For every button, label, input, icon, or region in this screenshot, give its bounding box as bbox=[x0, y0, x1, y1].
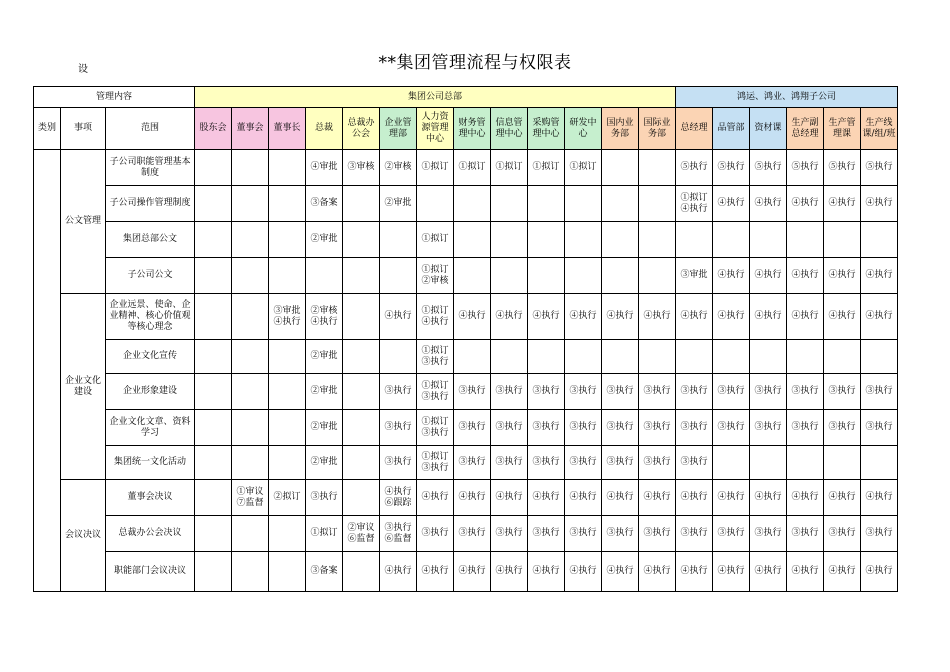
hq-group-header: 集团公司总部 bbox=[195, 87, 676, 108]
authority-cell bbox=[565, 258, 602, 294]
authority-cell: ④执行 bbox=[491, 294, 528, 340]
authority-cell bbox=[602, 150, 639, 186]
authority-cell bbox=[232, 410, 269, 446]
authority-cell: ④执行 bbox=[750, 186, 787, 222]
authority-cell bbox=[380, 340, 417, 374]
table-row bbox=[34, 186, 898, 222]
authority-cell: ④执行 bbox=[565, 552, 602, 592]
scope-cell: 企业形象建设 bbox=[106, 374, 195, 410]
authority-cell: ⑤执行 bbox=[787, 150, 824, 186]
authority-cell: ③执行 bbox=[750, 410, 787, 446]
scope-cell: 企业文化宣传 bbox=[106, 340, 195, 374]
authority-cell: ④执行 bbox=[565, 294, 602, 340]
scope-cell: 集团统一文化活动 bbox=[106, 446, 195, 480]
authority-cell bbox=[528, 258, 565, 294]
authority-cell: ③执行 bbox=[491, 446, 528, 480]
authority-cell bbox=[343, 552, 380, 592]
authority-cell: ③执行 bbox=[380, 410, 417, 446]
authority-cell bbox=[750, 446, 787, 480]
authority-cell: ⑤执行 bbox=[676, 150, 713, 186]
authority-cell: ①拟订 bbox=[417, 150, 454, 186]
authority-cell: ④执行 bbox=[380, 552, 417, 592]
authority-cell bbox=[750, 222, 787, 258]
category-cell bbox=[34, 150, 61, 592]
authority-cell: ④执行 bbox=[713, 186, 750, 222]
authority-cell: ④执行 bbox=[787, 258, 824, 294]
authority-cell: ④执行 bbox=[454, 480, 491, 516]
authority-cell: ④执行 bbox=[639, 294, 676, 340]
authority-cell bbox=[195, 446, 232, 480]
authority-cell: ⑤执行 bbox=[713, 150, 750, 186]
item-cell: 公文管理 bbox=[61, 150, 106, 294]
authority-cell: ③执行 bbox=[454, 374, 491, 410]
authority-cell: ③执行 bbox=[639, 410, 676, 446]
authority-cell bbox=[639, 222, 676, 258]
authority-cell: ①拟订 bbox=[565, 150, 602, 186]
authority-cell: ③执行 bbox=[676, 446, 713, 480]
authority-cell bbox=[232, 258, 269, 294]
scope-cell: 职能部门会议决议 bbox=[106, 552, 195, 592]
authority-cell: ⑤执行 bbox=[750, 150, 787, 186]
authority-cell: ①拟订 ③执行 bbox=[417, 340, 454, 374]
authority-cell: ③执行 bbox=[491, 516, 528, 552]
authority-cell bbox=[232, 340, 269, 374]
authority-cell bbox=[639, 258, 676, 294]
authority-cell: ①审议 ⑦监督 bbox=[232, 480, 269, 516]
authority-cell bbox=[269, 446, 306, 480]
authority-cell: ②审批 bbox=[306, 410, 343, 446]
authority-cell: ④执行 bbox=[417, 480, 454, 516]
authority-cell: ③执行 bbox=[676, 374, 713, 410]
authority-cell: ③执行 bbox=[602, 374, 639, 410]
authority-cell: ③执行 bbox=[565, 446, 602, 480]
authority-cell bbox=[713, 340, 750, 374]
table-row bbox=[34, 374, 898, 410]
authority-cell: ③执行 bbox=[528, 374, 565, 410]
authority-cell: ④审批 bbox=[306, 150, 343, 186]
scope-cell: 集团总部公文 bbox=[106, 222, 195, 258]
authority-cell: ③执行 bbox=[861, 410, 898, 446]
authority-cell bbox=[639, 340, 676, 374]
authority-cell bbox=[528, 340, 565, 374]
authority-cell: ③执行 bbox=[380, 446, 417, 480]
authority-cell: ④执行 bbox=[787, 552, 824, 592]
role-header: 资材课 bbox=[750, 108, 787, 150]
authority-cell: ④执行 bbox=[380, 294, 417, 340]
authority-cell: ④执行 bbox=[491, 480, 528, 516]
authority-cell: ④执行 bbox=[750, 480, 787, 516]
authority-cell bbox=[343, 446, 380, 480]
authority-cell bbox=[195, 340, 232, 374]
authority-cell bbox=[195, 410, 232, 446]
authority-cell bbox=[454, 258, 491, 294]
authority-cell: ④执行 bbox=[417, 552, 454, 592]
role-header: 研发中心 bbox=[565, 108, 602, 150]
authority-cell bbox=[565, 222, 602, 258]
authority-cell bbox=[232, 186, 269, 222]
role-header: 总裁 bbox=[306, 108, 343, 150]
authority-cell bbox=[343, 480, 380, 516]
role-header: 总裁办公会 bbox=[343, 108, 380, 150]
authority-cell: ①拟订 ④执行 bbox=[417, 294, 454, 340]
authority-cell bbox=[528, 222, 565, 258]
authority-cell bbox=[639, 186, 676, 222]
authority-cell: ②审核 ④执行 bbox=[306, 294, 343, 340]
authority-cell: ②审批 bbox=[306, 374, 343, 410]
authority-cell bbox=[195, 186, 232, 222]
authority-cell: ①拟订 ③执行 bbox=[417, 410, 454, 446]
authority-cell: ③执行 bbox=[565, 516, 602, 552]
scope-cell: 子公司公文 bbox=[106, 258, 195, 294]
authority-cell: ③执行 bbox=[787, 410, 824, 446]
scope-cell: 子公司操作管理制度 bbox=[106, 186, 195, 222]
item-cell: 会议决议 bbox=[61, 480, 106, 592]
authority-cell: ③执行 bbox=[676, 516, 713, 552]
authority-cell: ④执行 bbox=[750, 258, 787, 294]
authority-cell: ③执行 bbox=[602, 410, 639, 446]
authority-cell bbox=[232, 150, 269, 186]
authority-cell bbox=[380, 258, 417, 294]
authority-cell bbox=[232, 294, 269, 340]
authority-cell: ③执行 bbox=[824, 374, 861, 410]
authority-cell: ④执行 bbox=[861, 294, 898, 340]
authority-cell: ③执行 ⑥监督 bbox=[380, 516, 417, 552]
authority-cell: ④执行 bbox=[454, 552, 491, 592]
authority-table bbox=[33, 86, 898, 592]
authority-cell: ③审核 bbox=[343, 150, 380, 186]
authority-cell bbox=[676, 340, 713, 374]
authority-cell bbox=[306, 258, 343, 294]
authority-cell bbox=[824, 446, 861, 480]
authority-cell bbox=[787, 222, 824, 258]
authority-cell: ④执行 bbox=[528, 294, 565, 340]
scope-column-header: 范围 bbox=[106, 108, 195, 150]
role-header: 生产管理课 bbox=[824, 108, 861, 150]
authority-cell: ⑤执行 bbox=[824, 150, 861, 186]
authority-cell: ③执行 bbox=[713, 374, 750, 410]
authority-cell bbox=[602, 186, 639, 222]
authority-cell: ③审批 ④执行 bbox=[269, 294, 306, 340]
authority-cell: ④执行 bbox=[676, 480, 713, 516]
authority-cell: ③备案 bbox=[306, 186, 343, 222]
role-header: 董事会 bbox=[232, 108, 269, 150]
authority-cell: ③执行 bbox=[602, 516, 639, 552]
authority-cell bbox=[343, 340, 380, 374]
authority-cell bbox=[343, 222, 380, 258]
authority-cell: ④执行 bbox=[861, 258, 898, 294]
authority-cell: ④执行 bbox=[491, 552, 528, 592]
authority-cell: ①拟订 ④执行 bbox=[676, 186, 713, 222]
table-row bbox=[34, 516, 898, 552]
authority-cell: ③执行 bbox=[639, 516, 676, 552]
authority-cell bbox=[269, 374, 306, 410]
authority-cell: ③执行 bbox=[861, 374, 898, 410]
authority-cell bbox=[232, 222, 269, 258]
authority-cell: ④执行 bbox=[602, 552, 639, 592]
authority-cell: ④执行 bbox=[824, 258, 861, 294]
mgmt-content-header: 管理内容 bbox=[34, 87, 195, 108]
authority-cell bbox=[824, 340, 861, 374]
authority-cell bbox=[454, 222, 491, 258]
authority-cell bbox=[343, 186, 380, 222]
authority-cell bbox=[750, 340, 787, 374]
table-row bbox=[34, 552, 898, 592]
authority-cell: ④执行 bbox=[824, 294, 861, 340]
authority-cell: ③执行 bbox=[713, 516, 750, 552]
table-row bbox=[34, 222, 898, 258]
authority-cell bbox=[380, 222, 417, 258]
authority-cell: ④执行 bbox=[750, 294, 787, 340]
authority-cell: ③执行 bbox=[713, 410, 750, 446]
authority-cell: ④执行 bbox=[787, 186, 824, 222]
authority-cell bbox=[639, 150, 676, 186]
authority-cell: ①拟订 bbox=[528, 150, 565, 186]
authority-cell: ④执行 bbox=[528, 552, 565, 592]
authority-cell: ④执行 bbox=[602, 294, 639, 340]
authority-cell: ③执行 bbox=[528, 516, 565, 552]
table-row bbox=[34, 294, 898, 340]
authority-cell: ②审批 bbox=[306, 222, 343, 258]
authority-cell: ②审核 bbox=[380, 150, 417, 186]
authority-cell: ③备案 bbox=[306, 552, 343, 592]
item-cell: 企业文化建设 bbox=[61, 294, 106, 480]
authority-cell bbox=[195, 150, 232, 186]
role-header: 人力资源管理中心 bbox=[417, 108, 454, 150]
role-header: 国内业务部 bbox=[602, 108, 639, 150]
authority-cell: ③执行 bbox=[491, 374, 528, 410]
authority-cell bbox=[676, 222, 713, 258]
authority-cell bbox=[343, 258, 380, 294]
authority-cell bbox=[454, 340, 491, 374]
authority-cell bbox=[195, 480, 232, 516]
authority-cell bbox=[343, 294, 380, 340]
authority-cell bbox=[528, 186, 565, 222]
authority-cell bbox=[565, 186, 602, 222]
authority-cell bbox=[713, 446, 750, 480]
authority-cell: ②审议 ⑥监督 bbox=[343, 516, 380, 552]
authority-cell: ④执行 bbox=[639, 552, 676, 592]
role-header: 生产线课/组/班 bbox=[861, 108, 898, 150]
authority-cell: ③执行 bbox=[417, 516, 454, 552]
role-header: 采购管理中心 bbox=[528, 108, 565, 150]
table-row bbox=[34, 410, 898, 446]
authority-cell: ③执行 bbox=[824, 516, 861, 552]
authority-cell bbox=[269, 222, 306, 258]
authority-cell: ①拟订 ③执行 bbox=[417, 374, 454, 410]
authority-cell: ③执行 bbox=[454, 446, 491, 480]
authority-cell bbox=[565, 340, 602, 374]
authority-cell: ①拟订 ②审核 bbox=[417, 258, 454, 294]
authority-cell: ③执行 bbox=[676, 410, 713, 446]
authority-cell bbox=[602, 340, 639, 374]
authority-cell: ④执行 bbox=[861, 552, 898, 592]
authority-cell: ①拟订 bbox=[417, 222, 454, 258]
authority-cell: ④执行 bbox=[454, 294, 491, 340]
authority-cell: ③执行 bbox=[380, 374, 417, 410]
corner-label: 设 bbox=[78, 64, 88, 75]
authority-cell: ④执行 bbox=[565, 480, 602, 516]
scope-cell: 企业文化文章、资料学习 bbox=[106, 410, 195, 446]
authority-cell: ③执行 bbox=[565, 410, 602, 446]
authority-cell bbox=[195, 222, 232, 258]
authority-cell: ④执行 bbox=[750, 552, 787, 592]
authority-cell: ②审批 bbox=[306, 340, 343, 374]
authority-cell: ④执行 bbox=[787, 480, 824, 516]
header-row-2 bbox=[34, 108, 898, 150]
authority-cell: ③审批 bbox=[676, 258, 713, 294]
subsidiary-group-header: 鸿运、鸿业、鸿翔子公司 bbox=[676, 87, 898, 108]
authority-cell bbox=[491, 222, 528, 258]
authority-cell: ④执行 bbox=[861, 480, 898, 516]
authority-cell: ④执行 bbox=[824, 480, 861, 516]
authority-cell bbox=[269, 150, 306, 186]
authority-cell bbox=[232, 552, 269, 592]
authority-cell bbox=[491, 340, 528, 374]
authority-cell: ④执行 bbox=[602, 480, 639, 516]
role-header: 信息管理中心 bbox=[491, 108, 528, 150]
role-header: 股东会 bbox=[195, 108, 232, 150]
authority-cell: ③执行 bbox=[639, 374, 676, 410]
authority-cell bbox=[195, 374, 232, 410]
authority-cell: ①拟订 ③执行 bbox=[417, 446, 454, 480]
authority-cell: ④执行 bbox=[824, 186, 861, 222]
authority-cell: ③执行 bbox=[454, 516, 491, 552]
role-header: 品管部 bbox=[713, 108, 750, 150]
item-column-header: 事项 bbox=[61, 108, 106, 150]
authority-cell bbox=[343, 410, 380, 446]
scope-cell: 总裁办公会决议 bbox=[106, 516, 195, 552]
category-column-header: 类别 bbox=[34, 108, 61, 150]
authority-cell: ④执行 bbox=[713, 258, 750, 294]
authority-cell bbox=[269, 552, 306, 592]
authority-cell: ③执行 bbox=[528, 410, 565, 446]
scope-cell: 企业远景、使命、企业精神、核心价值观等核心理念 bbox=[106, 294, 195, 340]
authority-cell bbox=[269, 410, 306, 446]
authority-cell: ③执行 bbox=[787, 516, 824, 552]
authority-cell bbox=[787, 340, 824, 374]
authority-cell: ③执行 bbox=[528, 446, 565, 480]
role-header: 董事长 bbox=[269, 108, 306, 150]
authority-cell: ①拟订 bbox=[454, 150, 491, 186]
authority-cell: ②审批 bbox=[306, 446, 343, 480]
authority-cell: ④执行 bbox=[713, 552, 750, 592]
table-row bbox=[34, 258, 898, 294]
authority-cell bbox=[602, 222, 639, 258]
authority-cell bbox=[787, 446, 824, 480]
authority-cell: ③执行 bbox=[454, 410, 491, 446]
role-header: 国际业务部 bbox=[639, 108, 676, 150]
authority-cell bbox=[195, 552, 232, 592]
scope-cell: 子公司职能管理基本制度 bbox=[106, 150, 195, 186]
authority-cell: ③执行 bbox=[491, 410, 528, 446]
authority-cell: ④执行 bbox=[528, 480, 565, 516]
authority-cell bbox=[861, 340, 898, 374]
authority-cell: ④执行 bbox=[676, 552, 713, 592]
authority-cell: ②拟订 bbox=[269, 480, 306, 516]
role-header: 企业管理部 bbox=[380, 108, 417, 150]
authority-cell bbox=[417, 186, 454, 222]
authority-cell: ③执行 bbox=[824, 410, 861, 446]
authority-cell bbox=[232, 446, 269, 480]
authority-cell bbox=[195, 294, 232, 340]
authority-cell bbox=[232, 374, 269, 410]
scope-cell: 董事会决议 bbox=[106, 480, 195, 516]
authority-cell: ③执行 bbox=[787, 374, 824, 410]
authority-cell bbox=[269, 258, 306, 294]
authority-cell: ④执行 bbox=[824, 552, 861, 592]
authority-cell bbox=[491, 186, 528, 222]
authority-cell bbox=[343, 374, 380, 410]
authority-cell bbox=[232, 516, 269, 552]
authority-cell bbox=[195, 258, 232, 294]
authority-cell bbox=[861, 446, 898, 480]
authority-cell: ④执行 ⑥跟踪 bbox=[380, 480, 417, 516]
header-row-1 bbox=[34, 87, 898, 108]
authority-cell: ④执行 bbox=[787, 294, 824, 340]
role-header: 总经理 bbox=[676, 108, 713, 150]
authority-cell: ③执行 bbox=[306, 480, 343, 516]
authority-cell bbox=[269, 516, 306, 552]
authority-cell bbox=[602, 258, 639, 294]
authority-cell bbox=[713, 222, 750, 258]
authority-cell bbox=[454, 186, 491, 222]
role-header: 财务管理中心 bbox=[454, 108, 491, 150]
authority-cell bbox=[491, 258, 528, 294]
authority-cell: ④执行 bbox=[861, 186, 898, 222]
authority-cell bbox=[824, 222, 861, 258]
authority-cell: ④执行 bbox=[676, 294, 713, 340]
authority-cell: ③执行 bbox=[602, 446, 639, 480]
table-row bbox=[34, 480, 898, 516]
authority-cell: ④执行 bbox=[639, 480, 676, 516]
authority-cell bbox=[861, 222, 898, 258]
authority-cell bbox=[195, 516, 232, 552]
table-row bbox=[34, 446, 898, 480]
page-title: **集团管理流程与权限表 bbox=[378, 53, 572, 73]
authority-cell: ③执行 bbox=[639, 446, 676, 480]
authority-cell: ②审批 bbox=[380, 186, 417, 222]
table-row bbox=[34, 150, 898, 186]
role-header: 生产副总经理 bbox=[787, 108, 824, 150]
authority-cell: ①拟订 bbox=[491, 150, 528, 186]
authority-cell: ④执行 bbox=[713, 294, 750, 340]
authority-cell bbox=[269, 340, 306, 374]
authority-cell: ①拟订 bbox=[306, 516, 343, 552]
authority-cell: ③执行 bbox=[750, 374, 787, 410]
authority-cell: ④执行 bbox=[713, 480, 750, 516]
table-row bbox=[34, 340, 898, 374]
authority-cell: ③执行 bbox=[750, 516, 787, 552]
authority-cell: ③执行 bbox=[861, 516, 898, 552]
authority-cell bbox=[269, 186, 306, 222]
authority-cell: ⑤执行 bbox=[861, 150, 898, 186]
authority-cell: ③执行 bbox=[565, 374, 602, 410]
